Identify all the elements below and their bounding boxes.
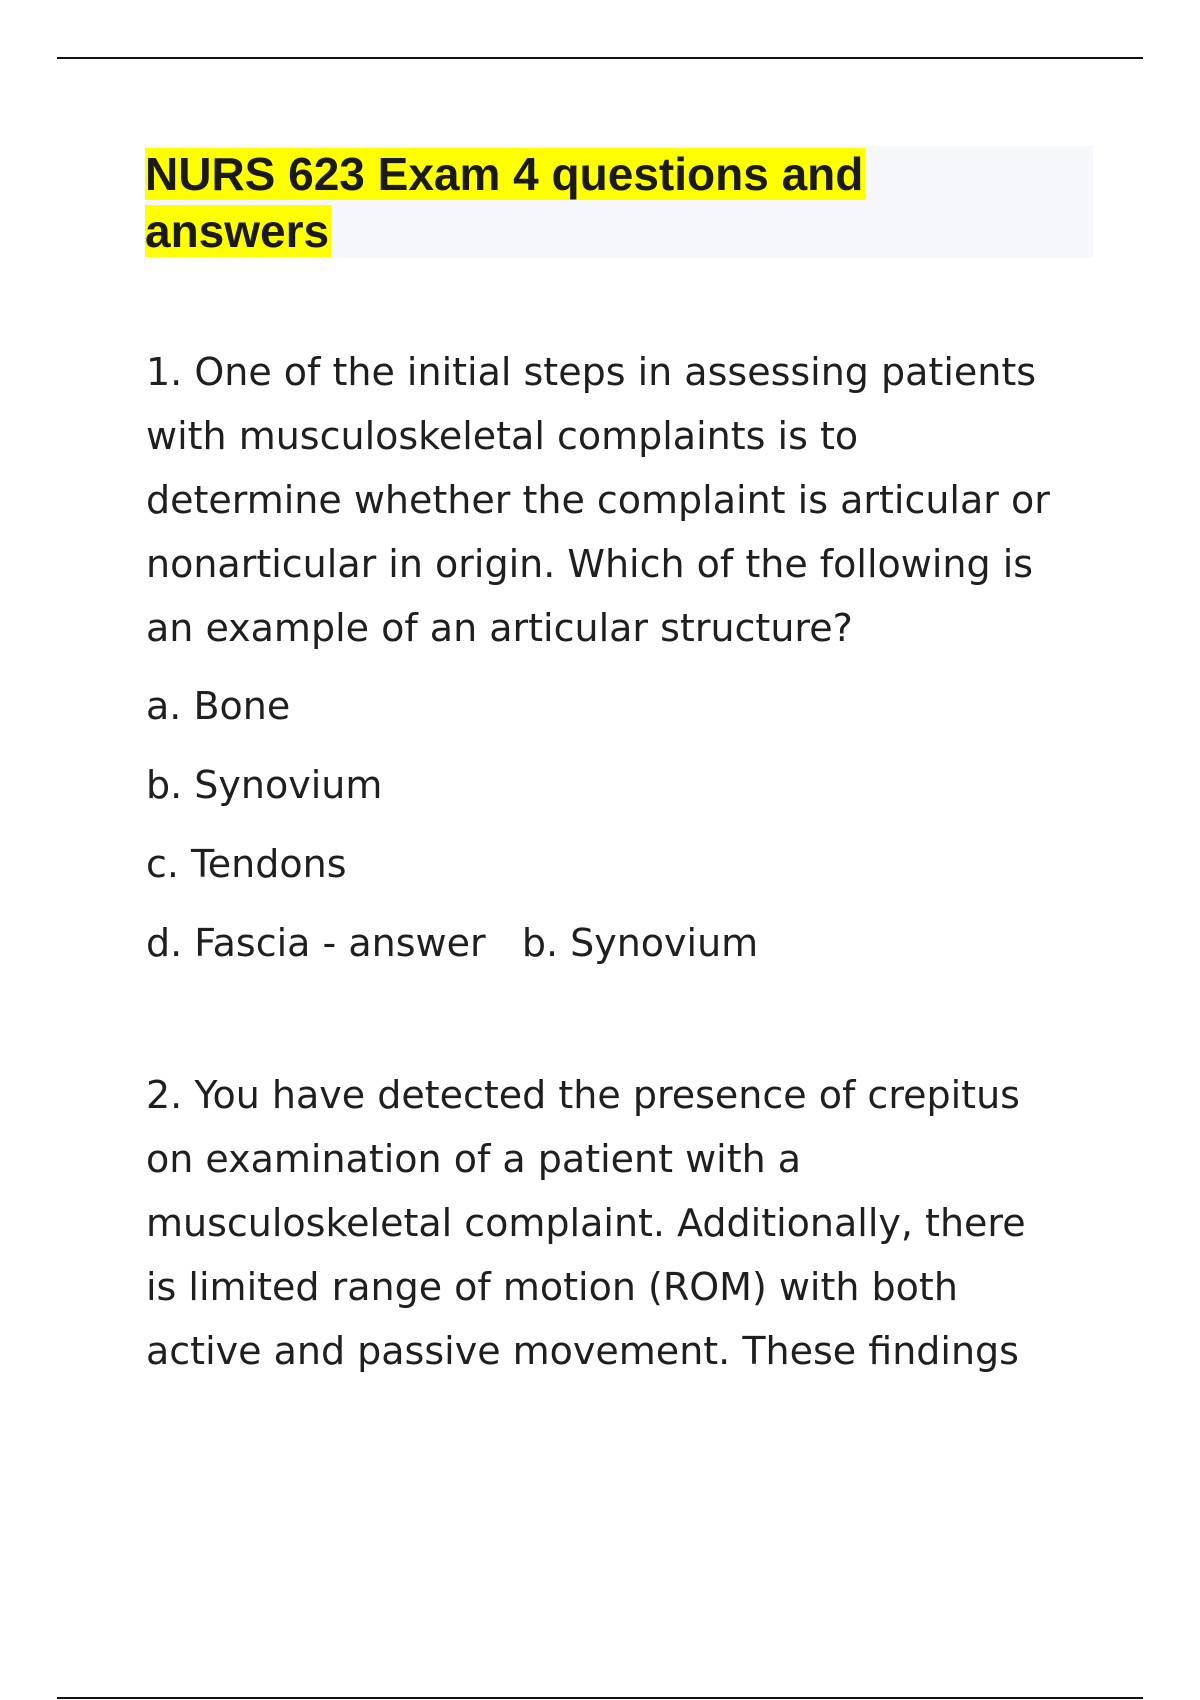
- option-c: c. Tendons: [146, 842, 347, 886]
- title-line-1: NURS 623 Exam 4 questions and: [145, 148, 864, 200]
- question-2-line-5: active and passive movement. These findings: [146, 1329, 1019, 1373]
- question-1-options: [146, 667, 1106, 983]
- question-1-line-2: with musculoskeletal complaints is to: [146, 414, 859, 458]
- question-1-line-5: an example of an articular structure?: [146, 606, 853, 650]
- question-2-line-4: is limited range of motion (ROM) with both: [146, 1265, 958, 1309]
- question-2: [146, 1063, 1106, 1383]
- bottom-rule: [57, 1697, 1143, 1699]
- question-2-line-3: musculoskeletal complaint. Additionally, there: [146, 1201, 1026, 1245]
- option-d-with-answer: d. Fascia - answer b. Synovium: [146, 921, 759, 965]
- section-gap: [146, 983, 1106, 1063]
- title-block: [145, 146, 1093, 258]
- document-body: [146, 340, 1106, 1383]
- document-title: [145, 146, 1093, 260]
- question-1-line-3: determine whether the complaint is articular or: [146, 478, 1050, 522]
- title-line-2: answers: [145, 205, 330, 257]
- question-1-line-4: nonarticular in origin. Which of the following is: [146, 542, 1034, 586]
- question-2-line-1: 2. You have detected the presence of crepitus: [146, 1073, 1020, 1117]
- option-a: a. Bone: [146, 684, 291, 728]
- question-2-line-2: on examination of a patient with a: [146, 1137, 802, 1181]
- top-rule: [57, 57, 1143, 59]
- question-1-line-1: 1. One of the initial steps in assessing patients: [146, 350, 1037, 394]
- question-1: [146, 340, 1106, 660]
- option-b: b. Synovium: [146, 763, 383, 807]
